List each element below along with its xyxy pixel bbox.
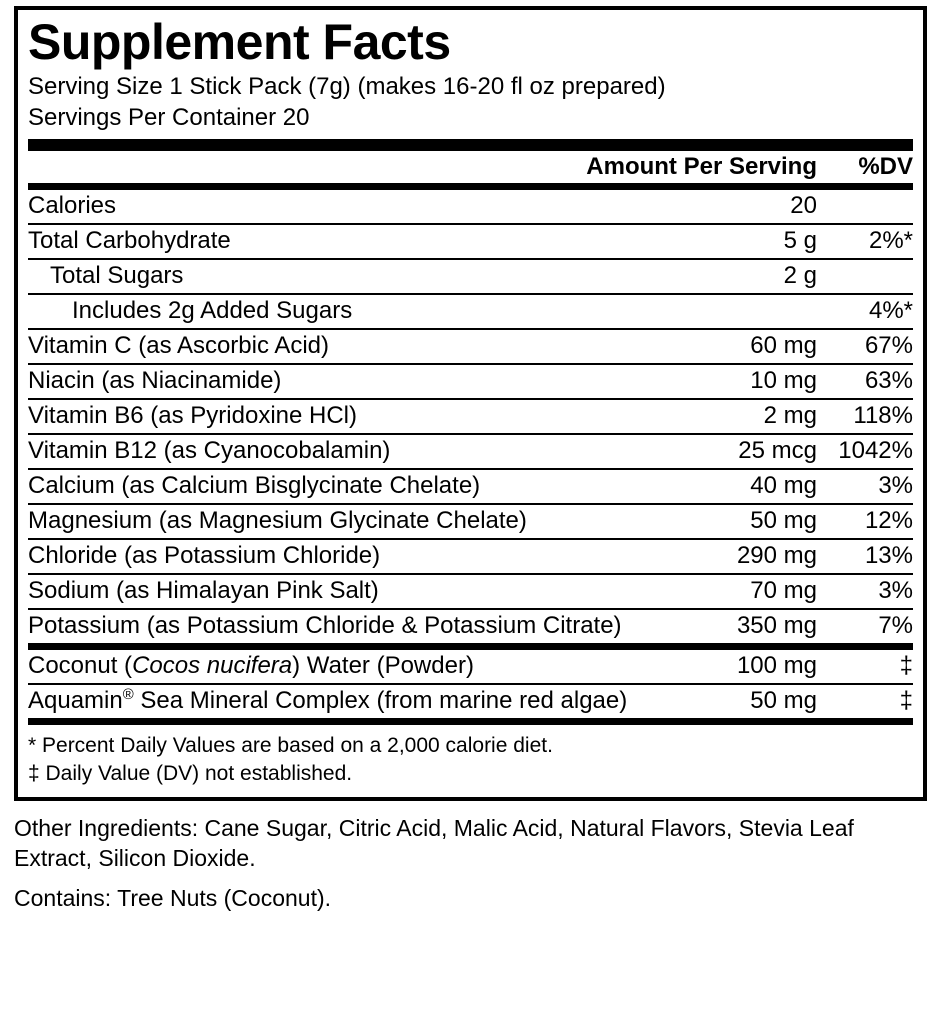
table-row — [28, 224, 913, 259]
row-name: Vitamin B12 (as Cyanocobalamin) — [28, 434, 723, 469]
botanical-table-body — [28, 650, 913, 718]
row-amount: 5 g — [723, 224, 817, 259]
row-name: Potassium (as Potassium Chloride & Potassium Citrate) — [28, 611, 622, 639]
row-amount: 290 mg — [723, 539, 817, 574]
divider-medium-before-footnotes — [28, 718, 913, 725]
table-row — [28, 259, 913, 294]
registered-trademark-icon: ® — [122, 686, 134, 703]
row-dv: ‡ — [817, 650, 913, 684]
table-row — [28, 399, 913, 434]
divider-medium-under-header — [28, 183, 913, 190]
row-name: Magnesium (as Magnesium Glycinate Chelate) — [28, 504, 723, 539]
row-name-pre: Coconut ( — [28, 651, 133, 679]
serving-size-text: Serving Size 1 Stick Pack (7g) (makes 16-20 fl oz prepared) — [28, 72, 666, 100]
table-row — [28, 434, 913, 469]
row-amount: 50 mg — [723, 504, 817, 539]
row-name: Includes 2g Added Sugars — [28, 294, 723, 329]
nutrition-rows-body — [28, 190, 913, 643]
header-amount-per-serving: Amount Per Serving — [586, 152, 817, 180]
footnote-daily-value: * Percent Daily Values are based on a 2,000 calorie diet. — [28, 733, 553, 757]
row-name-pre: Aquamin — [28, 686, 123, 714]
divider-medium-before-botanicals — [28, 643, 913, 650]
table-row — [28, 504, 913, 539]
row-amount: 60 mg — [723, 329, 817, 364]
table-row — [28, 469, 913, 504]
row-amount: 25 mcg — [723, 434, 817, 469]
table-row — [28, 574, 913, 609]
row-dv: 3% — [817, 469, 913, 504]
table-row — [28, 609, 913, 643]
row-name-italic: Cocos nucifera — [132, 651, 293, 679]
row-amount: 2 g — [723, 259, 817, 294]
row-dv — [817, 259, 913, 294]
row-name-coconut — [28, 650, 724, 684]
contains-allergen-text: Contains: Tree Nuts (Coconut). — [14, 885, 332, 912]
row-dv: 4%* — [817, 294, 913, 329]
servings-per-container-text: Servings Per Container 20 — [28, 103, 310, 131]
facts-box — [14, 6, 927, 801]
table-row — [28, 684, 913, 718]
row-dv: 2%* — [817, 224, 913, 259]
row-amount: 100 mg — [724, 650, 817, 684]
table-header-row — [28, 151, 913, 183]
table-row — [28, 364, 913, 399]
row-dv — [817, 190, 913, 224]
row-amount — [723, 294, 817, 329]
row-name: Calories — [28, 190, 723, 224]
table-row — [28, 539, 913, 574]
row-amount: 70 mg — [723, 574, 817, 609]
row-name: Calcium (as Calcium Bisglycinate Chelate) — [28, 469, 723, 504]
table-row — [28, 329, 913, 364]
row-amount: 350 mg — [736, 611, 817, 639]
row-dv: 13% — [817, 539, 913, 574]
row-name-aquamin — [28, 684, 724, 718]
row-amount: 2 mg — [723, 399, 817, 434]
row-name: Vitamin C (as Ascorbic Acid) — [28, 329, 723, 364]
row-name-post: ) Water (Powder) — [292, 651, 474, 679]
row-name: Sodium (as Himalayan Pink Salt) — [28, 574, 723, 609]
nutrition-rows-table — [28, 190, 913, 643]
row-name: Vitamin B6 (as Pyridoxine HCl) — [28, 399, 723, 434]
footnote-dv-not-established: ‡ Daily Value (DV) not established. — [28, 762, 353, 786]
divider-thick-top — [28, 139, 913, 151]
row-name-post: Sea Mineral Complex (from marine red algae) — [133, 686, 628, 714]
table-row — [28, 650, 913, 684]
table-row — [28, 294, 913, 329]
row-amount: 40 mg — [723, 469, 817, 504]
row-dv: ‡ — [899, 686, 913, 714]
page-title: Supplement Facts — [28, 14, 451, 70]
nutrition-table — [28, 151, 913, 183]
row-dv: 63% — [817, 364, 913, 399]
header-percent-dv: %DV — [858, 152, 913, 180]
row-name: Total Sugars — [28, 259, 723, 294]
row-dv: 7% — [878, 611, 913, 639]
nutrition-table-body — [28, 151, 913, 183]
other-ingredients-text: Other Ingredients: Cane Sugar, Citric Acid, Malic Acid, Natural Flavors, Stevia Leaf Extract, Silicon Dioxide. — [14, 814, 854, 871]
botanical-table — [28, 650, 913, 718]
row-amount: 20 — [723, 190, 817, 224]
table-row — [28, 190, 913, 224]
row-dv: 3% — [817, 574, 913, 609]
footnotes — [28, 732, 913, 789]
row-name: Chloride (as Potassium Chloride) — [28, 539, 723, 574]
row-dv: 12% — [817, 504, 913, 539]
row-name: Niacin (as Niacinamide) — [28, 364, 723, 399]
row-amount: 10 mg — [723, 364, 817, 399]
row-amount: 50 mg — [750, 686, 817, 714]
row-dv: 67% — [817, 329, 913, 364]
row-dv: 118% — [817, 399, 913, 434]
row-dv: 1042% — [817, 434, 913, 469]
row-name: Total Carbohydrate — [28, 224, 723, 259]
